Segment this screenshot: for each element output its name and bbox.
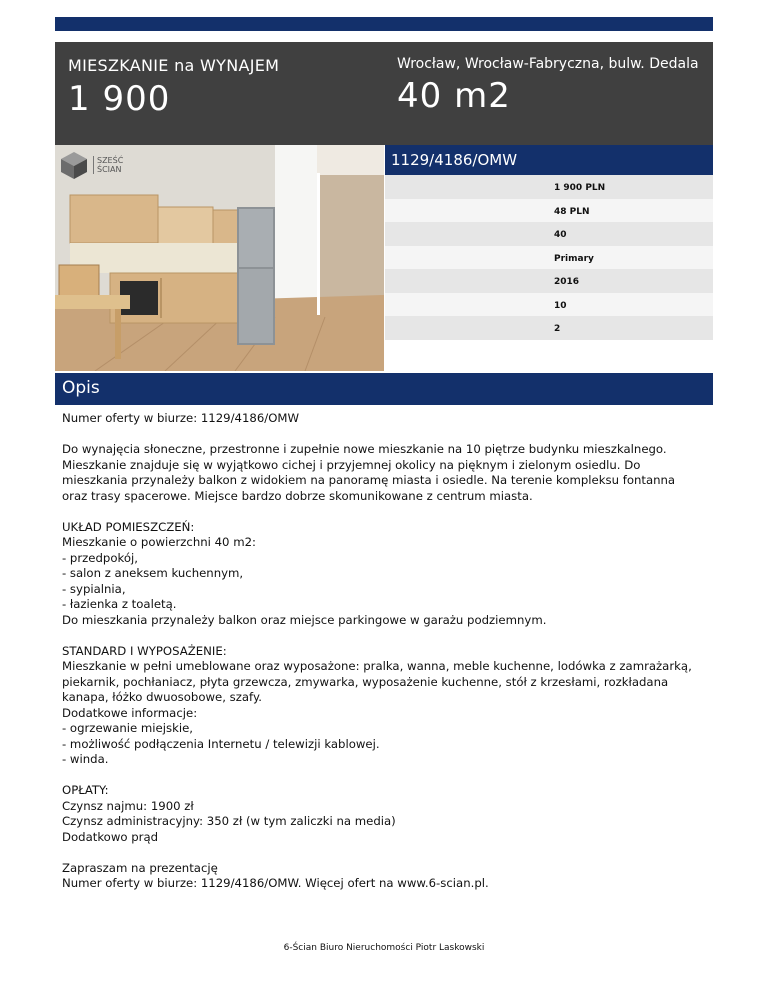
property-photo xyxy=(55,145,384,371)
text-line: Czynsz administracyjny: 350 zł (w tym zaliczki na media) xyxy=(62,814,396,828)
text-line: Dodatkowo prąd xyxy=(62,829,159,844)
text-line: - salon z aneksem kuchennym, xyxy=(62,566,244,580)
description-paragraph: Do wynajęcia słoneczne, przestronne i zupełnie nowe mieszkanie na 10 piętrze budynku mieszkalnego. Mieszkanie znajduje się w wyjątkowo cichej i przyjemnej okolicy na pięknym i zielonym osiedlu. Do mieszkania przynależy balkon z widokiem na panoramę miasta i osiedle. Na terenie kompleksu fontanna oraz trasy spacerowe. Miejsce bardzo dobrze skomunikowane z centrum miasta. xyxy=(62,442,676,503)
detail-row: 2 xyxy=(385,316,713,340)
text-line: - przedpokój, xyxy=(62,550,138,565)
text-line: Zapraszam na prezentację xyxy=(62,860,218,875)
text-line: STANDARD I WYPOSAŻENIE: xyxy=(62,643,227,658)
text-line: UKŁAD POMIESZCZEŃ: xyxy=(62,519,195,534)
listing-header xyxy=(55,42,713,145)
text-line: Do mieszkania przynależy balkon oraz miejsce parkingowe w garażu podziemnym. xyxy=(62,612,547,627)
logo-line-1: SZEŚĆ xyxy=(97,156,124,165)
text-line: - winda. xyxy=(62,752,109,766)
detail-row: Primary xyxy=(385,246,713,270)
layout-paragraph xyxy=(62,520,702,629)
price: 1 900 xyxy=(68,79,171,119)
text-line: Mieszkanie o powierzchni 40 m2: xyxy=(62,535,256,549)
offer-type: MIESZKANIE na WYNAJEM xyxy=(68,56,280,75)
text-line: Mieszkanie w pełni umeblowane oraz wyposażone: pralka, wanna, meble kuchenne, lodówka z zamrażarką, piekarnik, pochłaniacz, płyta grzewcza, zmywarka, wyposażenie kuchenne, stół z krzesłami, rozkładana kanapa, łóżko dwuosobowe, szafy. xyxy=(62,659,692,704)
equipment-paragraph xyxy=(62,644,702,768)
reference-number: 1129/4186/OMW xyxy=(385,145,713,175)
text-line: OPŁATY: xyxy=(62,783,109,797)
text-line: - łazienka z toaletą. xyxy=(62,597,177,611)
description xyxy=(62,411,702,907)
text-line: - sypialnia, xyxy=(62,581,126,596)
details-table xyxy=(385,175,713,340)
agency-logo xyxy=(59,150,123,180)
text-line: - możliwość podłączenia Internetu / telewizji kablowej. xyxy=(62,736,380,751)
text-line: Numer oferty w biurze: 1129/4186/OMW. Więcej ofert na www.6-scian.pl. xyxy=(62,876,489,890)
text-line: - ogrzewanie miejskie, xyxy=(62,721,193,735)
description-paragraph: Numer oferty w biurze: 1129/4186/OMW xyxy=(62,411,300,425)
detail-row: 1 900 PLN xyxy=(385,175,713,199)
logo-line-2: ŚCIAN xyxy=(97,165,122,174)
top-accent-bar xyxy=(55,17,713,31)
cube-icon xyxy=(59,150,89,180)
closing-paragraph xyxy=(62,861,702,892)
address: Wrocław, Wrocław-Fabryczna, bulw. Dedala xyxy=(397,56,699,72)
logo-text xyxy=(93,156,123,174)
footer: 6-Ścian Biuro Nieruchomości Piotr Laskowski xyxy=(283,943,485,953)
fees-paragraph xyxy=(62,783,702,845)
detail-row: 48 PLN xyxy=(385,199,713,223)
section-title: Opis xyxy=(55,373,713,405)
detail-row: 40 xyxy=(385,222,713,246)
text-line: Czynsz najmu: 1900 zł xyxy=(62,798,194,813)
detail-row: 2016 xyxy=(385,269,713,293)
text-line: Dodatkowe informacje: xyxy=(62,705,198,720)
area: 40 m2 xyxy=(397,76,511,116)
detail-row: 10 xyxy=(385,293,713,317)
header-right xyxy=(397,56,702,116)
header-left xyxy=(68,56,378,119)
